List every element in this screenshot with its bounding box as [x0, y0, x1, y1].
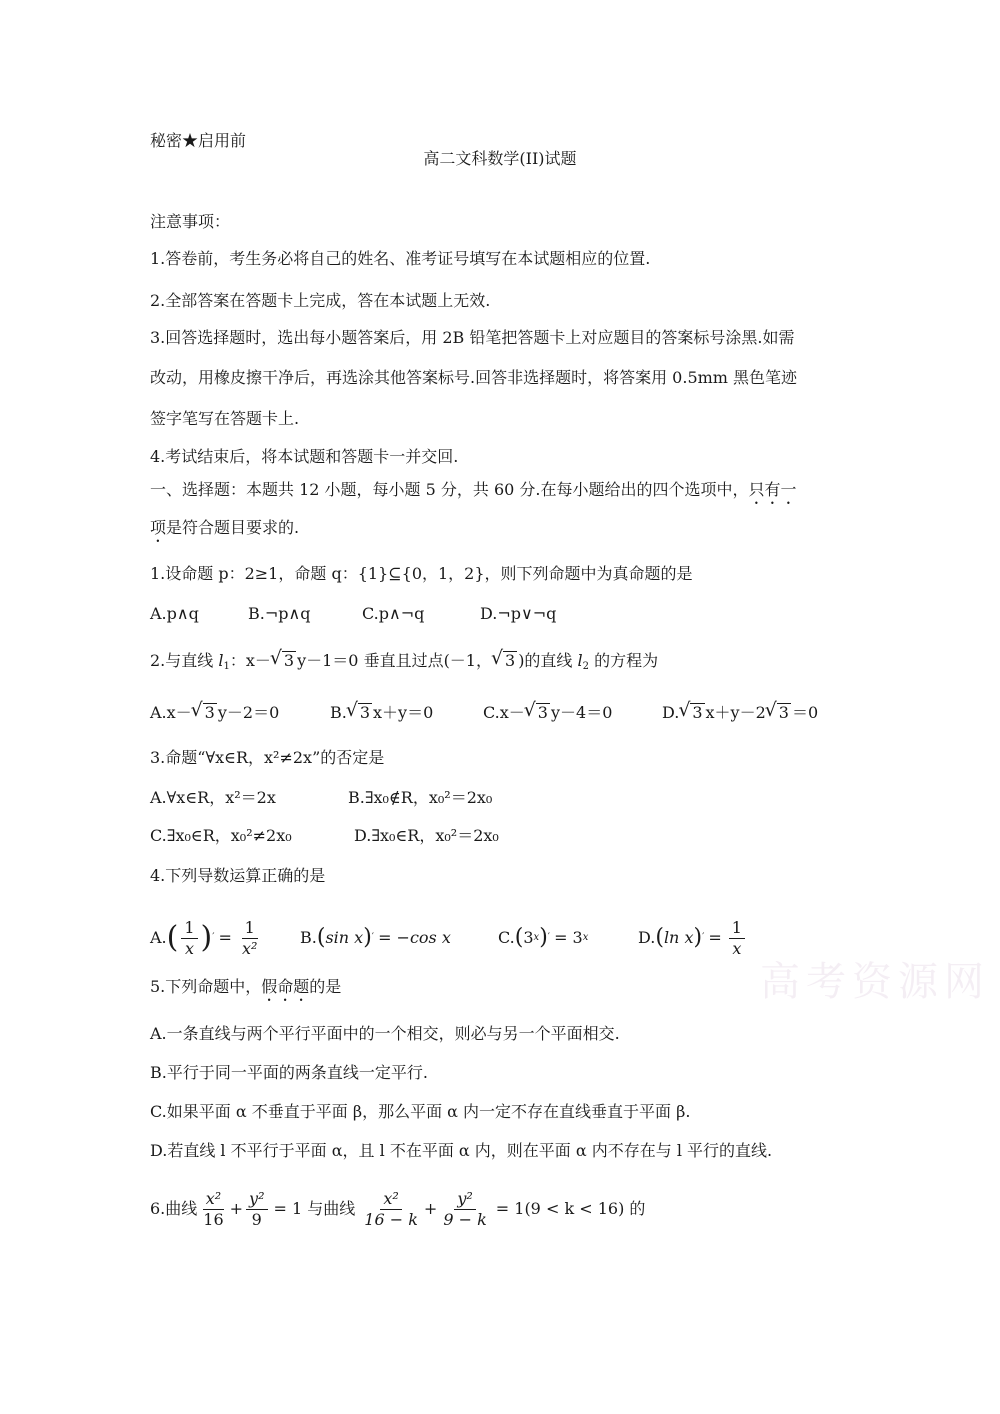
fraction	[200, 1189, 226, 1230]
paren: )	[200, 920, 213, 955]
numerator: x²	[203, 1189, 224, 1210]
question-6-stem	[150, 1186, 645, 1232]
watermark: 高考资源网	[760, 959, 990, 1005]
option-text: ＝0	[791, 703, 819, 722]
option-text: x＋y＝0	[373, 703, 434, 722]
option-c: C. ( 3 x ) ′ = 3 x	[498, 925, 589, 950]
paren: )	[539, 925, 548, 950]
option-d: D.¬p∨¬q	[480, 604, 557, 623]
option-text: B.	[330, 703, 347, 722]
option-text: y－2＝0	[217, 703, 280, 722]
option-a: A.p∧q	[150, 604, 199, 623]
stem-text: = 1(9 < k < 16) 的	[495, 1199, 646, 1218]
section-instructions-text: 一、选择题：本题共 12 小题，每小题 5 分，共 60 分.在每小题给出的四个选项中，	[150, 480, 749, 499]
notes-heading: 注意事项：	[150, 212, 231, 231]
option-a: A.∀x∈R，x²＝2x	[150, 788, 276, 807]
stem-text: 2.与直线	[150, 651, 219, 670]
plus: +	[229, 1199, 244, 1218]
option-c: C.∃x₀∈R，x₀²≠2x₀	[150, 826, 292, 845]
option-text: A.x－	[150, 703, 192, 722]
numerator: 1	[729, 918, 745, 939]
equals: =	[218, 928, 232, 947]
rhs: = 3	[554, 928, 583, 947]
section-instructions-cont	[150, 518, 299, 546]
sqrt-symbol	[680, 703, 704, 723]
question-3-stem: 3.命题“∀x∈R，x²≠2x”的否定是	[150, 748, 385, 767]
stem-text: y－1＝0 垂直且过点(－1，	[297, 651, 492, 670]
option-text: x＋y－2	[705, 703, 766, 722]
denominator: 9	[251, 1209, 262, 1229]
radicand: 3	[359, 703, 371, 722]
radicand: 3	[204, 703, 215, 722]
question-5-option-b: B.平行于同一平面的两条直线一定平行.	[150, 1063, 428, 1082]
sqrt-symbol	[193, 703, 217, 723]
paren: (	[514, 925, 524, 950]
paren: )	[363, 925, 372, 950]
denominator: 16	[203, 1209, 224, 1229]
note-item-3-cont: 改动，用橡皮擦干净后，再选涂其他答案标号.回答非选择题时，将答案用 0.5mm 黑色笔迹	[150, 368, 798, 387]
option-label: B.	[300, 928, 317, 947]
stem-text: = 1 与曲线	[273, 1199, 356, 1218]
line-l1: l	[218, 651, 224, 670]
emphasis-text: 项	[150, 518, 167, 537]
line-l2: l	[577, 651, 583, 670]
option-label: A.	[150, 928, 167, 947]
emphasis-text: 假命题	[261, 977, 310, 996]
option-b: B.∃x₀∉R，x₀²＝2x₀	[348, 788, 493, 807]
subscript: 1	[223, 661, 230, 672]
base: 3	[523, 928, 534, 947]
fraction	[729, 918, 745, 959]
note-item-2: 2.全部答案在答题卡上完成，答在本试题上无效.	[150, 291, 491, 310]
fraction	[246, 1189, 267, 1230]
fraction	[239, 918, 260, 959]
sqrt-symbol	[272, 651, 296, 671]
option-label: D.	[638, 928, 656, 947]
stem-text: ：x－	[229, 651, 271, 670]
question-4-stem: 4.下列导数运算正确的是	[150, 866, 326, 885]
option-c: C.p∧¬q	[362, 604, 425, 623]
emphasis-text: 只有一	[748, 480, 797, 499]
option-b	[330, 703, 433, 723]
stem-text: 5.下列命题中，	[150, 977, 262, 996]
denominator: x²	[241, 938, 258, 958]
option-d	[662, 703, 818, 723]
paren: (	[316, 925, 326, 950]
note-item-3: 3.回答选择题时，选出每小题答案后，用 2B 铅笔把答题卡上对应题目的答案标号涂黑.如需	[150, 328, 795, 347]
page-title: 高二文科数学(II)试题	[423, 149, 577, 168]
sqrt-symbol	[348, 703, 372, 723]
radicand: 3	[283, 651, 295, 670]
option-text: C.x－	[483, 703, 525, 722]
section-instructions	[150, 480, 797, 508]
numerator: 1	[181, 918, 197, 939]
paren: (	[166, 920, 179, 955]
sqrt-symbol	[767, 703, 791, 723]
question-5-option-a: A.一条直线与两个平行平面中的一个相交，则必与另一个平面相交.	[150, 1024, 620, 1043]
option-text: D.	[662, 703, 680, 722]
numerator: x²	[380, 1189, 401, 1210]
denominator: 16 − k	[364, 1209, 418, 1229]
option-a	[150, 703, 279, 723]
stem-text: )的直线	[518, 651, 578, 670]
option-c	[483, 703, 612, 723]
numerator: 1	[242, 918, 258, 939]
numerator: y²	[454, 1189, 475, 1210]
question-2-stem	[150, 651, 658, 671]
denominator: x	[184, 938, 194, 958]
question-1-stem: 1.设命题 p：2≥1，命题 q：{1}⊆{0，1，2}，则下列命题中为真命题的是	[150, 564, 693, 583]
radicand: 3	[692, 703, 703, 722]
radicand: 3	[778, 703, 789, 722]
fraction	[440, 1189, 489, 1230]
question-5-option-d: D.若直线 l 不平行于平面 α，且 l 不在平面 α 内，则在平面 α 内不存在与 l 平行的直线.	[150, 1141, 773, 1160]
section-instructions-text: 是符合题目要求的.	[166, 518, 300, 537]
option-b: B. ( sin x ) ′ = −cos x	[300, 925, 451, 950]
note-item-4: 4.考试结束后，将本试题和答题卡一并交回.	[150, 447, 459, 466]
radicand: 3	[505, 651, 516, 670]
paren: )	[693, 925, 703, 950]
denominator: 9 − k	[443, 1209, 487, 1229]
stem-text: 的方程为	[589, 651, 659, 670]
note-item-3-cont2: 签字笔写在答题卡上.	[150, 409, 300, 428]
fraction	[181, 918, 197, 959]
option-text: y－4＝0	[550, 703, 613, 722]
stem-text: 6.曲线	[150, 1199, 198, 1218]
question-5-stem	[150, 977, 341, 1005]
fraction	[361, 1189, 421, 1230]
subscript: 2	[582, 661, 590, 672]
option-d: D.∃x₀∈R，x₀²＝2x₀	[354, 826, 499, 845]
paren: (	[655, 925, 664, 950]
expression: sin x	[325, 928, 364, 947]
option-a: A. ( $\frac{1}{x}$ ) ′ = $\frac{1}{\text{x²}}$	[150, 915, 263, 961]
sqrt-symbol	[493, 651, 517, 671]
expression: ln x	[663, 928, 694, 947]
option-b: B.¬p∧q	[248, 604, 311, 623]
option-label: C.	[498, 928, 515, 947]
note-item-1: 1.答卷前，考生务必将自己的姓名、准考证号填写在本试题相应的位置.	[150, 249, 651, 268]
equals: =	[708, 928, 722, 947]
numerator: y²	[246, 1189, 267, 1210]
radicand: 3	[537, 703, 548, 722]
option-d: D. ( ln x ) ′ = $\frac{1}{x}$	[638, 915, 748, 961]
plus: +	[423, 1199, 438, 1218]
stem-text: 的是	[309, 977, 342, 996]
secret-label: 秘密★启用前	[150, 131, 247, 150]
rhs: = −cos x	[378, 928, 451, 947]
question-5-option-c: C.如果平面 α 不垂直于平面 β，那么平面 α 内一定不存在直线垂直于平面 β.	[150, 1102, 691, 1121]
denominator: x	[732, 938, 742, 958]
sqrt-symbol	[526, 703, 550, 723]
